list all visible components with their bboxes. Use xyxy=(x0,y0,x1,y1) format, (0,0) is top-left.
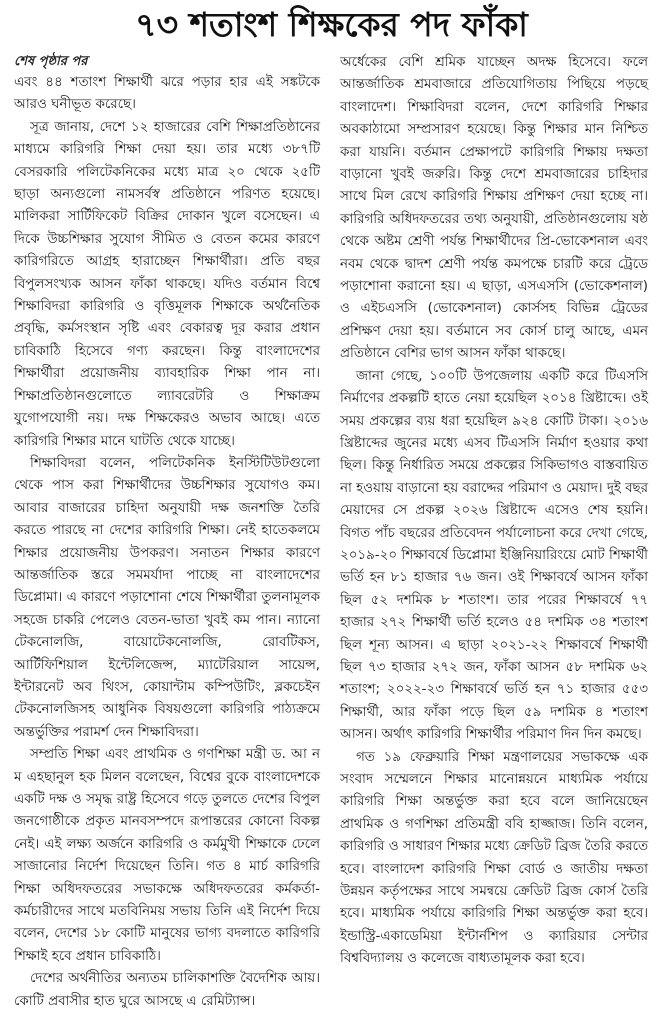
continuation-kicker: শেষ পৃষ্ঠার পর xyxy=(14,54,88,69)
paragraph: গত ১৯ ফেব্রুয়ারি শিক্ষা মন্ত্রণালয়ের সভাকক্ষে এক সংবাদ সম্মেলনে শিক্ষার মানোন্নয়নে মাধ্যমিক পর্যায়ে কারিগরি শিক্ষা অন্তর্ভুক্ত করা হবে বলে জানিয়েছেন প্রাথমিক ও গণশিক্ষা প্রতিমন্ত্রী ববি হাজ্জাজ। তিনি বলেন, কারিগরি ও সাধারণ শিক্ষার মধ্যে ক্রেডিট ব্রিজ তৈরি করতে হবে। বাংলাদেশ কারিগরি শিক্ষা বোর্ড ও জাতীয় দক্ষতা উন্নয়ন কর্তৃপক্ষের সাথে সমন্বয়ে ক্রেডিট ব্রিজ কোর্স তৈরি হবে। মাধ্যমিক পর্যায়ে কারিগরি শিক্ষা অন্তর্ভুক্ত করা হবে। ইন্ডাস্ট্রি-একাডেমিয়া ইন্টার্নশিপ ও ক্যারিয়ার সেন্টার বিশ্ববিদ্যালয় ও কলেজে বাধ্যতামূলক করা হবে। xyxy=(340,749,648,967)
article-body xyxy=(0,52,663,1023)
article-column-left xyxy=(14,52,320,1013)
paragraph: সূত্র জানায়, দেশে ১২ হাজারের বেশি শিক্ষাপ্রতিষ্ঠানের মাধ্যমে কারিগরি শিক্ষা দেয়া হয়। তার মধ্যে ৩৮৭টি বেসরকারি পলিটেকনিকের মধ্যে মাত্র ২০ থেকে ২৫টি ছাড়া অন্যগুলো নামসর্বস্ব প্রতিষ্ঠানে পরিণত হয়েছে। মালিকরা সার্টিফিকেট বিক্রির দোকান খুলে বসেছেন। এ দিকে উচ্চশিক্ষার সুযোগ সীমিত ও বেতন কমের কারণে কারিগরিতে আগ্রহ হারাচ্ছেন শিক্ষার্থীরা। প্রতি বছর বিপুলসংখ্যক আসন ফাঁকা থাকছে। যদিও বর্তমান বিশ্বে শিক্ষাবিদরা কারিগরি ও বৃত্তিমূলক শিক্ষাকে অর্থনৈতিক প্রবৃদ্ধি, কর্মসংস্থান সৃষ্টি এবং বেকারত্ব দূর করার প্রধান চাবিকাঠি হিসেবে গণ্য করছেন। কিন্তু বাংলাদেশের শিক্ষার্থীরা প্রয়োজনীয় ব্যাবহারিক শিক্ষা পান না। শিক্ষাপ্রতিষ্ঠানগুলোতে ল্যাবরেটরি ও শিক্ষাক্রম যুগোপযোগী নয়। দক্ষ শিক্ষকেরও অভাব আছে। এতে কারিগরি শিক্ষার মানে ঘাটতি থেকে যাচ্ছে। xyxy=(14,119,320,449)
paragraph: এবং ৪৪ শতাংশ শিক্ষার্থী ঝরে পড়ার হার এই সঙ্কটকে আরও ঘনীভূত করেছে। xyxy=(14,75,320,113)
paragraph: জানা গেছে, ১০০টি উপজেলায় একটি করে টিএসসি নির্মাণের প্রকল্পটি হাতে নেয়া হয়েছিল ২০১৪ খ্রিষ্টাব্দে। ওই সময় প্রকল্পের ব্যয় ধরা হয়েছিল ৯২৪ কোটি টাকা। ২০১৬ খ্রিষ্টাব্দের জুনের মধ্যে এসব টিএসসি নির্মাণ হওয়ার কথা ছিল। কিন্তু নির্ধারিত সময়ে প্রকল্পের সিকিভাগও বাস্তবায়িত না হওয়ায় বাড়ানো হয় বরাদ্দের পরিমাণ ও মেয়াদ। দুই বছর মেয়াদের সে প্রকল্প ২০২৬ খ্রিষ্টাব্দে এসেও শেষ হয়নি। বিগত পাঁচ বছরের প্রতিবেদন পর্যালোচনা করে দেখা গেছে, ২০১৯-২০ শিক্ষাবর্ষে ডিপ্লোমা ইঞ্জিনিয়ারিংয়ে মোট শিক্ষার্থী ভর্তি হন ৮১ হাজার ৭৬ জন। ওই শিক্ষাবর্ষে আসন ফাঁকা ছিল ৫২ দশমিক ৮ শতাংশ। তার পরের শিক্ষাবর্ষে ৭৭ হাজার ২৭২ শিক্ষার্থী ভর্তি হলেও ৫৪ দশমিক ৩৪ শতাংশ ছিল শূন্য আসন। এ ছাড়া ২০২১-২২ শিক্ষাবর্ষে শিক্ষার্থী ছিল ৭৩ হাজার ২৭২ জন, ফাঁকা আসন ৫৮ দশমিক ৬২ শতাংশ; ২০২২-২৩ শিক্ষাবর্ষে ভর্তি হন ৭১ হাজার ৫৫৩ শিক্ষার্থী, আর ফাঁকা পড়ে ছিল ৫৯ দশমিক ৪ শতাংশ আসন। অর্থাৎ কারিগরি শিক্ষার্থীর পরিমাণ দিন দিন কমছে। xyxy=(340,368,649,743)
headline: ৭৩ শতাংশ শিক্ষকের পদ ফাঁকা xyxy=(135,5,528,44)
paragraph: দেশের অর্থনীতির অন্যতম চালিকাশক্তি বৈদেশিক আয়। কোটি প্রবাসীর হাত ঘুরে আসছে এ রেমিট্যান্স। xyxy=(14,971,320,1009)
paragraph: অর্ধেকের বেশি শ্রমিক যাচ্ছেন অদক্ষ হিসেবে। ফলে আন্তর্জাতিক শ্রমবাজারে প্রতিযোগিতায় পিছিয়ে পড়ছে বাংলাদেশ। শিক্ষাবিদরা বলেন, দেশে কারিগরি শিক্ষার অবকাঠামো সম্প্রসারণ হয়েছে। কিন্তু শিক্ষার মান নিশ্চিত করা যায়নি। বর্তমান প্রেক্ষাপটে কারিগরি শিক্ষায় দক্ষতা বাড়ানো খুবই জরুরি। কিন্তু দেশে শ্রমবাজারের চাহিদার সাথে মিল রেখে কারিগরি শিক্ষায় প্রশিক্ষণ দেয়া হচ্ছে না। কারিগরি অধিদফতরের তথ্য অনুযায়ী, প্রতিষ্ঠানগুলোয় ষষ্ঠ থেকে অষ্টম শ্রেণী পর্যন্ত শিক্ষার্থীদের প্রি-ভোকেশনাল এবং নবম থেকে দ্বাদশ শ্রেণী পর্যন্ত কমপক্ষে চারটি করে ট্রেডে পড়াশোনা করানো হয়। এ ছাড়া, এসএসসি (ভোকেশনাল) ও এইচএসসি (ভোকেশনাল) কোর্সসহ বিভিন্ন ট্রেডের প্রশিক্ষণ দেয়া হয়। বর্তমানে সব কোর্স চালু আছে, এমন প্রতিষ্ঠানে বেশির ভাগ আসন ফাঁকা থাকছে। xyxy=(340,55,648,362)
article-column-right xyxy=(340,52,648,971)
paragraph: সম্প্রতি শিক্ষা এবং প্রাথমিক ও গণশিক্ষা মন্ত্রী ড. আ ন ম এহছানুল হক মিলন বলেছেন, বিশ্বের বুকে বাংলাদেশকে একটি দক্ষ ও সমৃদ্ধ রাষ্ট্র হিসেবে গড়ে তুলতে দেশের বিপুল জনগোষ্ঠীকে প্রকৃত মানবসম্পদে রূপান্তরের কোনো বিকল্প নেই। এই লক্ষ্য অর্জনে কারিগরি ও কর্মমুখী শিক্ষাকে ঢেলে সাজানোর নির্দেশ দিয়েছেন তিনি। গত ৪ মার্চ কারিগরি শিক্ষা অধিদফতরের সভাকক্ষে অধিদফতরের কর্মকর্তা-কর্মচারীদের সাথে মতবিনিময় সভায় তিনি এই নির্দেশ দিয়ে বলেন, দেশের ১৮ কোটি মানুষের ভাগ্য বদলাতে কারিগরি শিক্ষাই হবে প্রধান চাবিকাঠি। xyxy=(14,747,320,964)
paragraph: শিক্ষাবিদরা বলেন, পলিটেকনিক ইনস্টিটিউটগুলো থেকে পাস করা শিক্ষার্থীদের উচ্চশিক্ষার সুযোগও কম। আবার বাজারের চাহিদা অনুযায়ী দক্ষ জনশক্তি তৈরি করতে পারছে না দেশের কারিগরি শিক্ষা। নেই হাতেকলমে শিক্ষার প্রয়োজনীয় উপকরণ। সনাতন শিক্ষার কারণে আন্তর্জাতিক স্তরে সমমর্যাদা পাচ্ছে না বাংলাদেশের ডিপ্লোমা। এ কারণে পড়াশোনা শেষে শিক্ষার্থীরা তুলনামূলক সহজে চাকরি পেলেও বেতন-ভাতা খুবই কম পান। ন্যানো টেকনোলজি, বায়োটেকনোলজি, রোবটিকস, আর্টিফিশিয়াল ইন্টেলিজেন্স, ম্যাটেরিয়াল সায়েন্স, ইন্টারনেট অব থিংস, কোয়ান্টাম কম্পিউটিং, ব্লকচেইন টেকনোলজিসহ আধুনিক বিষয়গুলো কারিগরি পাঠ্যক্রমে অন্তর্ভুক্তির পরামর্শ দেন শিক্ষাবিদরা। xyxy=(14,455,320,740)
